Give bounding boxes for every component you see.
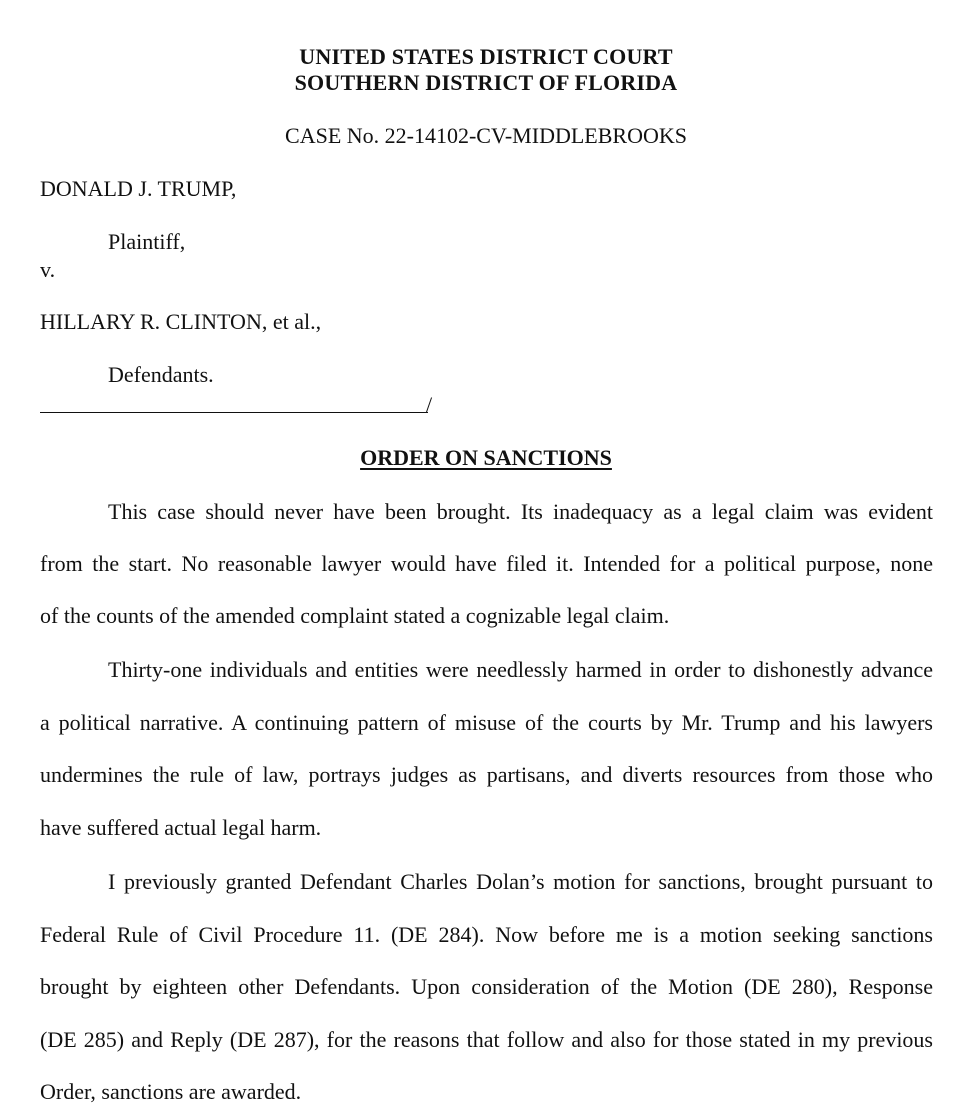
paragraph-line: Thirty-one individuals and entities were needlessly harmed in order to dishonestly advance [108, 657, 933, 682]
defendant-role: Defendants. [108, 362, 214, 387]
paragraph-line: of the counts of the amended complaint stated a cognizable legal claim. [40, 603, 670, 628]
paragraph-line: a political narrative. A continuing pattern of misuse of the courts by Mr. Trump and his lawyers [40, 710, 933, 735]
case-number: CASE No. 22-14102-CV-MIDDLEBROOKS [285, 123, 687, 148]
paragraph-line: undermines the rule of law, portrays judges as partisans, and diverts resources from those who [40, 762, 933, 787]
defendant-name: HILLARY R. CLINTON, et al., [40, 309, 322, 334]
court-district: SOUTHERN DISTRICT OF FLORIDA [294, 70, 678, 95]
paragraph-line: I previously granted Defendant Charles Dolan’s motion for sanctions, brought pursuant to [108, 869, 933, 894]
versus-label: v. [40, 257, 56, 282]
paragraph-line: (DE 285) and Reply (DE 287), for the reasons that follow and also for those stated in my previous [40, 1027, 933, 1052]
order-title: ORDER ON SANCTIONS [360, 445, 612, 470]
paragraph-line: This case should never have been brought. Its inadequacy as a legal claim was evident [108, 499, 933, 524]
paragraph-line: from the start. No reasonable lawyer would have filed it. Intended for a political purpose, none [40, 551, 933, 576]
plaintiff-name: DONALD J. TRUMP, [40, 176, 237, 201]
court-name: UNITED STATES DISTRICT COURT [299, 44, 673, 69]
caption-slash: / [426, 392, 433, 417]
paragraph-line: Federal Rule of Civil Procedure 11. (DE 284). Now before me is a motion seeking sanctions [40, 922, 933, 947]
paragraph-line: brought by eighteen other Defendants. Upon consideration of the Motion (DE 280), Response [40, 974, 933, 999]
caption-divider [40, 412, 428, 413]
plaintiff-role: Plaintiff, [108, 229, 186, 254]
paragraph-line: have suffered actual legal harm. [40, 815, 322, 840]
paragraph-line: Order, sanctions are awarded. [40, 1079, 302, 1104]
